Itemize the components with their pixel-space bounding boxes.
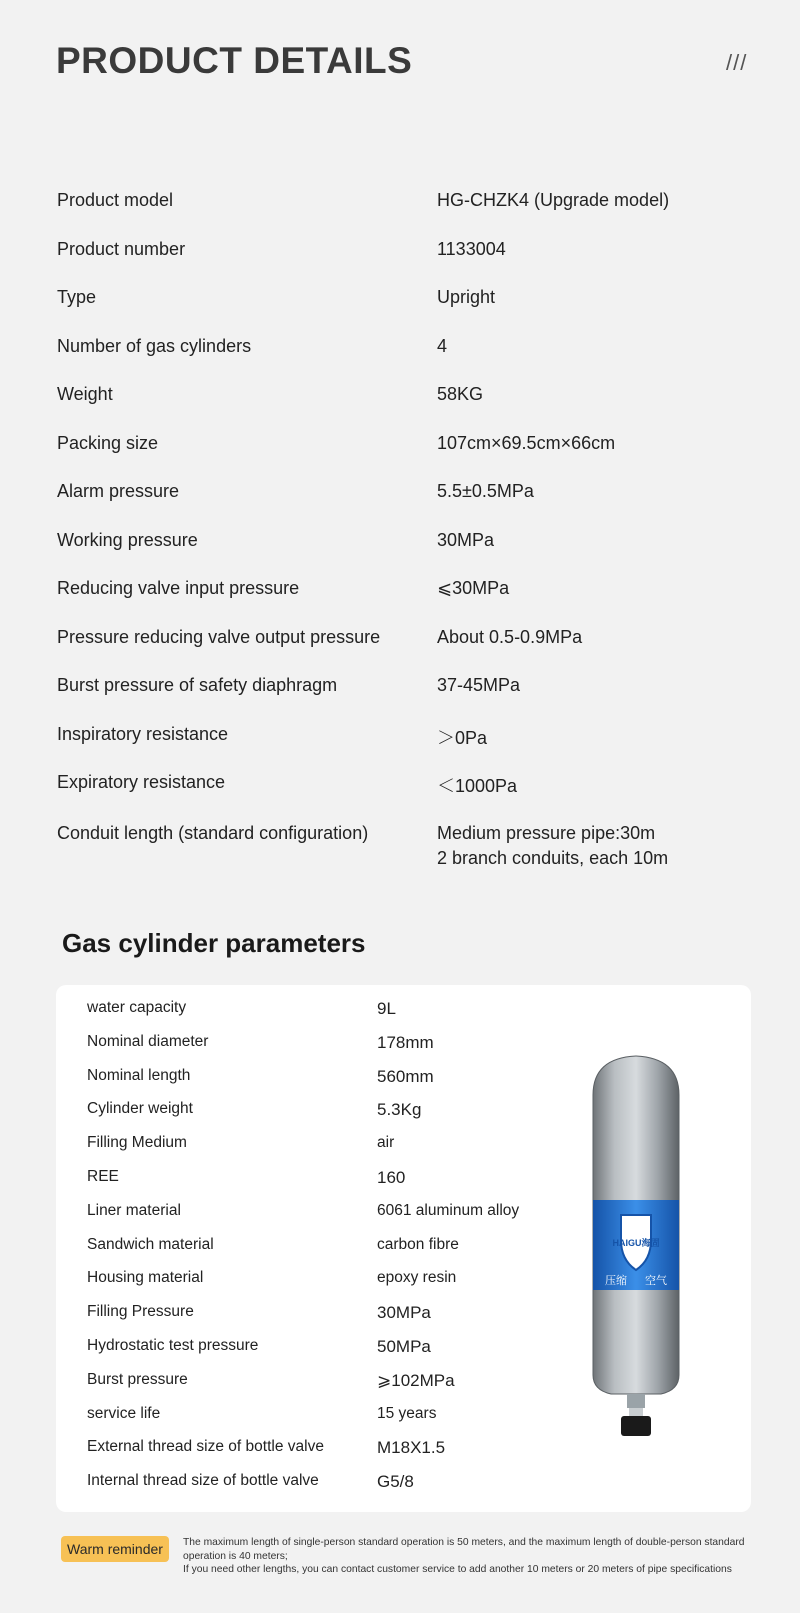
param-row [87, 1033, 557, 1067]
param-value: 5.3Kg [377, 1100, 422, 1120]
spec-value: HG-CHZK4 (Upgrade model) [437, 190, 670, 210]
spec-value: ＜1000Pa [437, 776, 518, 796]
spec-row [57, 287, 757, 336]
param-key: service life [87, 1404, 161, 1422]
param-key: Internal thread size of bottle valve [87, 1472, 319, 1490]
param-row [87, 1337, 557, 1371]
param-key: Liner material [87, 1201, 181, 1219]
param-value: 6061 aluminum alloy [377, 1201, 520, 1219]
gas-cylinder-card [56, 985, 751, 1512]
spec-row [57, 433, 757, 482]
spec-row [57, 821, 757, 871]
spec-key: Inspiratory resistance [57, 723, 229, 744]
param-row [87, 1202, 557, 1236]
spec-value: 1133004 [437, 238, 506, 259]
gas-cylinder-section-title: Gas cylinder parameters [62, 928, 366, 958]
param-value: 560mm [377, 1066, 434, 1086]
spec-value: 107cm×69.5cm×66cm [437, 432, 616, 453]
spec-row [57, 627, 757, 676]
param-row [87, 1134, 557, 1168]
param-key: water capacity [87, 999, 187, 1016]
param-value: M18X1.5 [377, 1438, 446, 1458]
spec-value: Upright [437, 287, 496, 307]
spec-row [57, 530, 757, 579]
spec-row [57, 384, 757, 433]
spec-key: Conduit length (standard configuration) [57, 822, 369, 843]
spec-value: 58KG [437, 384, 484, 404]
spec-key: Burst pressure of safety diaphragm [57, 675, 338, 695]
spec-value-line: Medium pressure pipe:30m [437, 822, 656, 843]
param-value: 15 years [377, 1404, 437, 1422]
spec-key: Pressure reducing valve output pressure [57, 626, 381, 647]
cylinder-label-left: 压缩 [605, 1274, 627, 1287]
spec-value: ⩽30MPa [437, 578, 510, 598]
gas-cylinder-image [581, 1050, 691, 1450]
spec-key: Product number [57, 238, 186, 259]
spec-key: Number of gas cylinders [57, 335, 252, 356]
param-value: epoxy resin [377, 1269, 457, 1287]
spec-key: Weight [57, 384, 113, 404]
spec-value: About 0.5-0.9MPa [437, 626, 583, 647]
param-key: Burst pressure [87, 1370, 188, 1388]
spec-value-line: 2 branch conduits, each 10m [437, 847, 669, 868]
param-value: 30MPa [377, 1303, 431, 1323]
param-key: Filling Medium [87, 1134, 187, 1152]
gas-cylinder-param-table [87, 999, 557, 1506]
decoration-slashes: /// [726, 50, 748, 75]
spec-value: ＞0Pa [437, 727, 488, 748]
spec-key: Type [57, 287, 97, 307]
spec-value: 37-45MPa [437, 675, 521, 695]
param-row [87, 1438, 557, 1472]
spec-row [57, 675, 757, 724]
spec-value [437, 821, 757, 871]
param-value: 160 [377, 1167, 406, 1187]
param-value: carbon fibre [377, 1235, 459, 1253]
param-row [87, 1067, 557, 1101]
reminder-line: The maximum length of single-person standard operation is 50 meters, and the maximum length of double-person standard operation is 40 meters; [183, 1537, 745, 1562]
param-value: G5/8 [377, 1472, 414, 1492]
param-key: Hydrostatic test pressure [87, 1336, 259, 1354]
param-value: 178mm [377, 1032, 434, 1052]
spec-row [57, 239, 757, 288]
param-key: Filling Pressure [87, 1303, 194, 1321]
param-value: 50MPa [377, 1336, 431, 1356]
param-row [87, 1236, 557, 1270]
param-row [87, 1269, 557, 1303]
warm-reminder-text [183, 1536, 763, 1577]
cylinder-label-right: 空气 [645, 1274, 667, 1287]
param-key: External thread size of bottle valve [87, 1438, 324, 1456]
spec-row [57, 772, 757, 821]
param-value: 9L [377, 999, 396, 1018]
param-key: Sandwich material [87, 1235, 214, 1253]
warm-reminder-badge: Warm reminder [61, 1536, 169, 1562]
param-key: REE [87, 1167, 119, 1185]
spec-key: Expiratory resistance [57, 772, 226, 792]
param-value: air [377, 1134, 395, 1152]
param-row [87, 999, 557, 1033]
param-row [87, 1303, 557, 1337]
param-row [87, 1168, 557, 1202]
spec-key: Reducing valve input pressure [57, 578, 300, 598]
spec-row [57, 481, 757, 530]
param-row [87, 1472, 557, 1506]
spec-value: 5.5±0.5MPa [437, 481, 534, 501]
cylinder-brand-text: HAIGU海固 [612, 1238, 660, 1248]
spec-key: Working pressure [57, 529, 198, 550]
param-key: Nominal diameter [87, 1032, 209, 1050]
spec-row [57, 724, 757, 773]
param-row [87, 1371, 557, 1405]
param-row [87, 1100, 557, 1134]
param-key: Nominal length [87, 1066, 191, 1084]
page-title: PRODUCT DETAILS [56, 40, 413, 81]
spec-row [57, 190, 757, 239]
spec-key: Product model [57, 190, 174, 210]
spec-key: Alarm pressure [57, 481, 180, 501]
spec-value: 30MPa [437, 529, 495, 550]
reminder-line: If you need other lengths, you can contact customer service to add another 10 meters or 20 meters of pipe specifications [183, 1564, 732, 1575]
spec-row [57, 336, 757, 385]
param-key: Housing material [87, 1269, 204, 1287]
spec-row [57, 578, 757, 627]
param-key: Cylinder weight [87, 1100, 193, 1118]
spec-key: Packing size [57, 432, 159, 453]
param-row [87, 1405, 557, 1439]
param-value: ⩾102MPa [377, 1370, 455, 1390]
product-spec-table [57, 190, 757, 871]
spec-value: 4 [437, 335, 448, 356]
